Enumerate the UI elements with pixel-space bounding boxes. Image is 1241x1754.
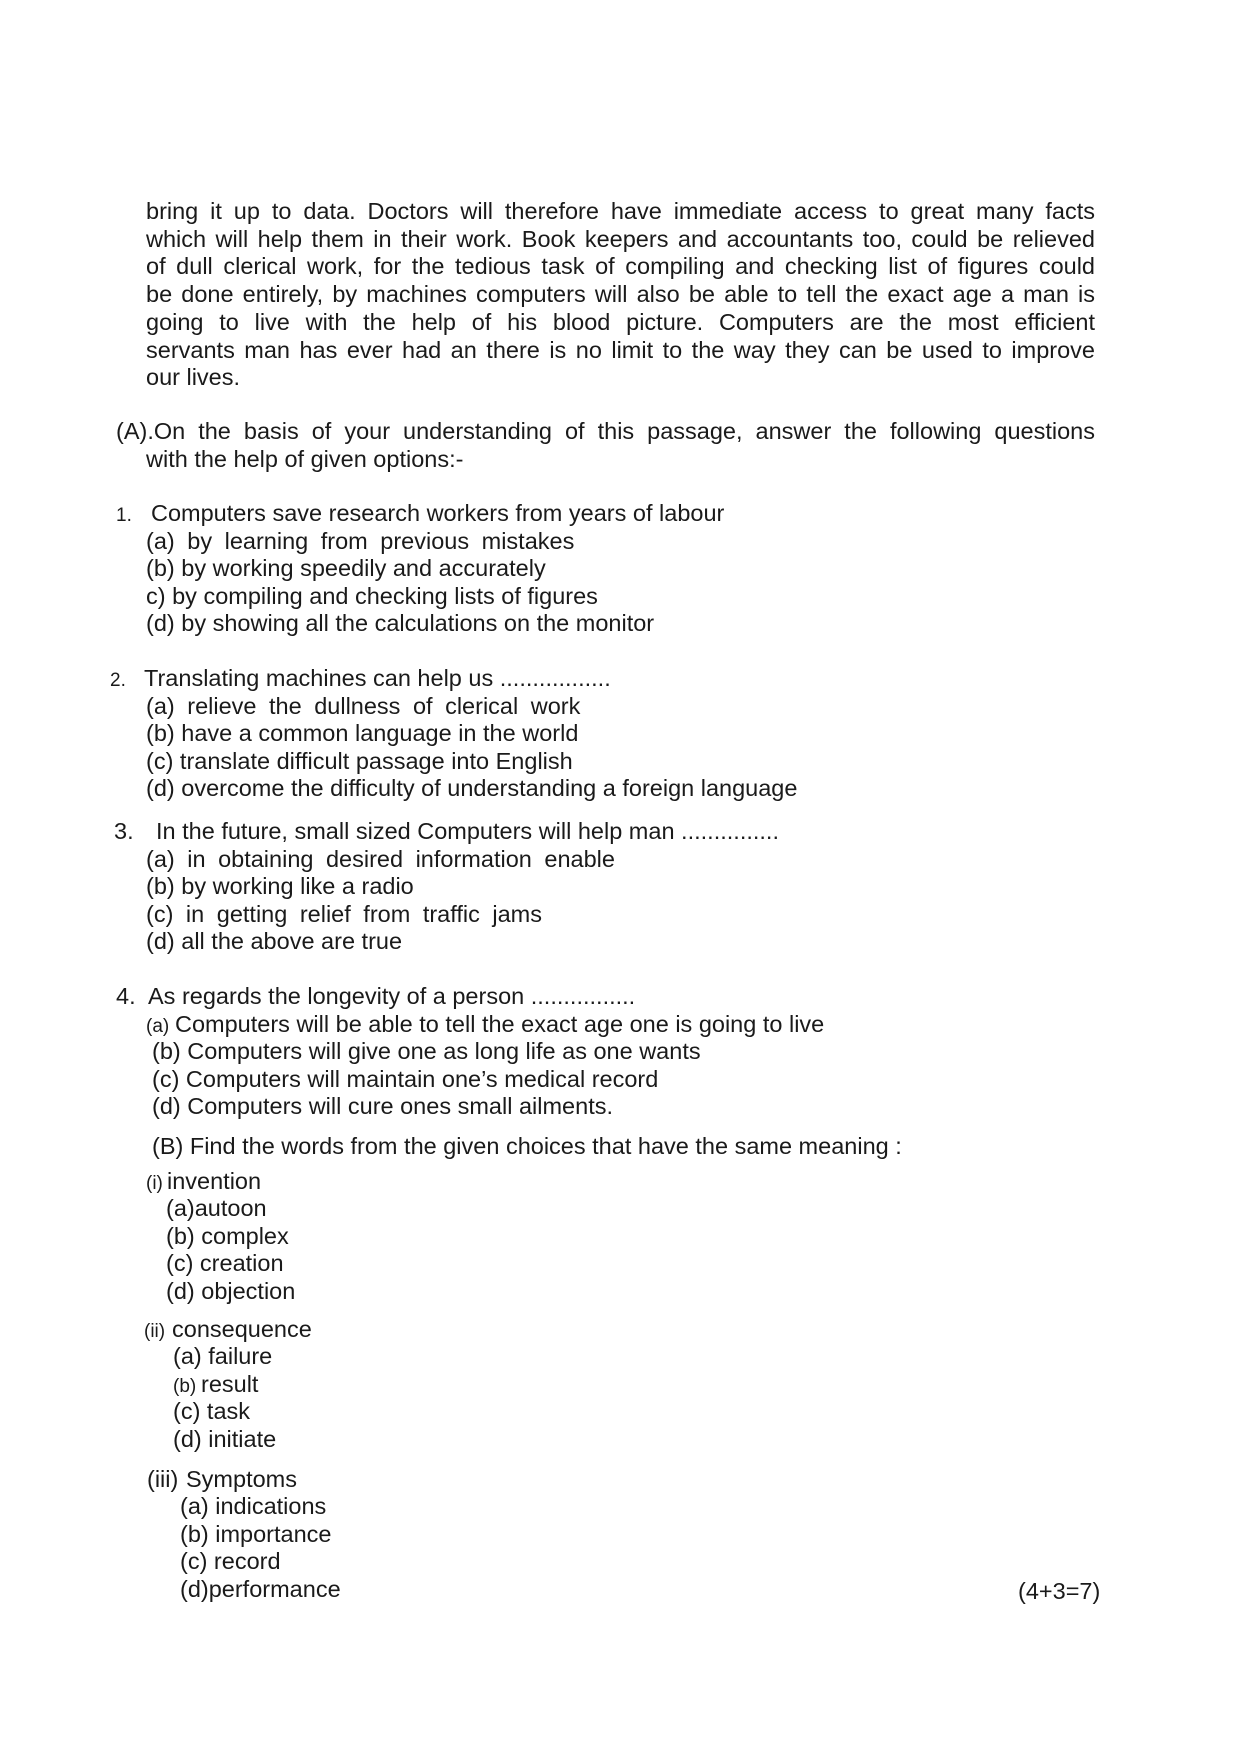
instruction-line: (A).On the basis of your understanding of this passage, answer the following questions [116,418,1095,444]
option: (c) task [173,1398,251,1424]
option: c) by compiling and checking lists of figures [146,583,598,609]
marks-label: (4+3=7) [1018,1578,1101,1604]
option: (b) complex [166,1223,289,1249]
option: (d) initiate [173,1426,277,1452]
option: (d) all the above are true [146,928,403,954]
section-a-instruction [116,418,1095,473]
option: (b) have a common language in the world [146,720,579,746]
option: (c) translate difficult passage into English [146,748,573,774]
section-b-instruction: (B) Find the words from the given choices that have the same meaning : [152,1133,902,1159]
question-number: 1. [116,505,132,526]
item-label: (ii) [144,1321,166,1342]
passage-line: be done entirely, by machines computers will also be able to tell the exact age a man is [146,281,1095,308]
option: (b) by working speedily and accurately [146,555,546,581]
option: (c) in getting relief from traffic jams [146,901,543,927]
passage-line: going to live with the help of his blood picture. Computers are the most efficient [146,308,1095,335]
option: (b) importance [180,1521,332,1547]
question-text: In the future, small sized Computers will help man ............... [156,818,779,844]
question-number: 4. [116,983,136,1009]
item-label: (iii) [147,1466,179,1492]
option-label: (a) [146,1016,170,1037]
item-label: (i) [146,1173,163,1194]
option: (c) Computers will maintain one’s medical record [152,1066,659,1092]
passage-line: bring it up to data. Doctors will therefore have immediate access to great many facts [146,198,1095,224]
question-number: 3. [114,818,134,844]
option: (d) overcome the difficulty of understanding a foreign language [146,775,798,801]
question-number: 2. [110,670,126,691]
option: (a) indications [180,1493,327,1519]
option: (a) by learning from previous mistakes [146,528,575,554]
option: (b) by working like a radio [146,873,414,899]
option: (d) objection [166,1278,296,1304]
instruction-line: with the help of given options:- [146,445,464,472]
option: (d) Computers will cure ones small ailments. [152,1093,614,1119]
item-word: invention [167,1168,262,1194]
passage-line: of dull clerical work, for the tedious task of compiling and checking list of figures could [146,253,1095,280]
item-word: Symptoms [186,1466,297,1492]
question-text: As regards the longevity of a person ................ [148,983,636,1009]
question-text: Translating machines can help us ................. [144,665,611,691]
passage-line: servants man has ever had an there is no limit to the way they can be used to improve [146,336,1095,363]
option: (a) relieve the dullness of clerical work [146,693,581,719]
option: (a) failure [173,1343,273,1369]
option: (c) creation [166,1250,284,1276]
item-word: consequence [172,1316,312,1342]
option: (d) by showing all the calculations on the monitor [146,610,655,636]
passage [146,198,1095,392]
option: (c) record [180,1548,281,1574]
option: (b) Computers will give one as long life as one wants [152,1038,701,1064]
option: (a)autoon [166,1195,267,1221]
option-label: (b) [173,1376,197,1397]
option: Computers will be able to tell the exact age one is going to live [175,1011,825,1037]
passage-line: which will help them in their work. Book keepers and accountants too, could be relieved [146,225,1095,252]
question-text: Computers save research workers from years of labour [151,500,725,526]
option: (a) in obtaining desired information enable [146,846,615,872]
passage-line: our lives. [146,364,241,391]
option: result [201,1371,259,1397]
option: (d)performance [180,1576,341,1602]
